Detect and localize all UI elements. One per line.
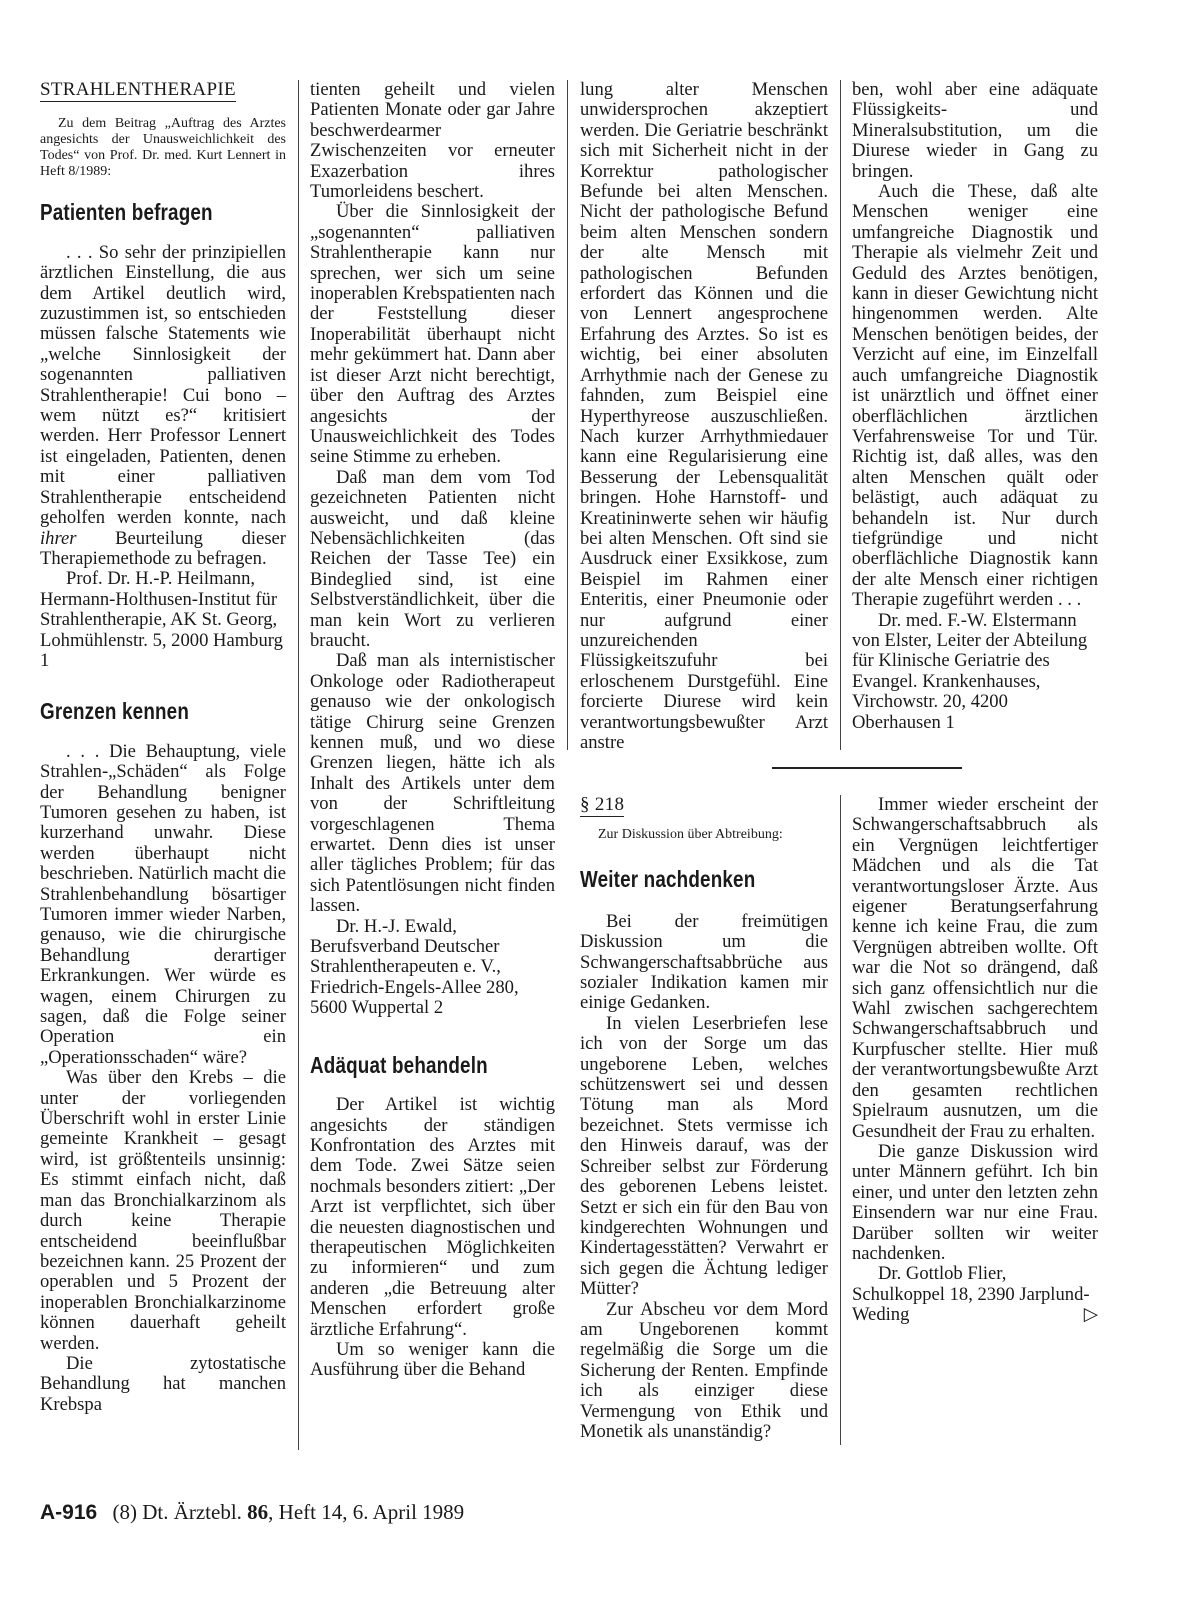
letter1-body-emphasis: ihrer [40, 527, 77, 549]
letter4-signature-text: Dr. Gottlob Flier, Schulkoppel 18, 2390 Jarplund-Weding [852, 1263, 1090, 1326]
column-divider-4 [840, 795, 841, 1445]
column-divider-1 [298, 80, 299, 1450]
page-footer [40, 1500, 464, 1525]
headline-patienten-befragen: Patienten befragen [40, 199, 213, 226]
letter2-paragraph-6: Daß man als internistischer Onkologe oder Radiotherapeut genauso wie der onkologisch tätige Chirurg seine Grenzen kennen muß, und wo diese Grenzen liegen, hätte ich als Inhalt des Artikels unter dem von der Schriftleitung vorgeschlagenen Thema erwartet. Denn dies ist unser aller tägliches Problem; für das sich Patentlösungen nicht finden lassen. [310, 650, 555, 917]
letter4-paragraph-1: Bei der freimütigen Diskussion um die Schwangerschaftsabbrüche aus sozialer Indikation kamen mir einige Gedanken. [580, 910, 828, 1014]
column-3-bottom [580, 795, 828, 1442]
letter3-signature: Dr. med. F.-W. Elstermann von Elster, Leiter der Abteilung für Klinische Geriatrie des Evangel. Krankenhauses, Virchowstr. 20, 4200 Oberhausen 1 [852, 609, 1088, 733]
column-4-top [852, 80, 1098, 733]
letter4-paragraph-2: In vielen Leserbriefen lese ich von der Sorge um das ungeborene Leben, welches schützenswert sei und dessen Tötung man als Mord bezeichnet. Stets vermisse ich den Hinweis darauf, was der Schreiber selbst zur Förderung des geborenen Lebens leistet. Setzt er sich ein für den Bau von kindgerechten Wohnungen und Kindertagesstätten? Verwahrt er sich gegen die Ächtung lediger Mütter? [580, 1012, 828, 1300]
letter1-signature: Prof. Dr. H.-P. Heilmann, Hermann-Holthusen-Institut für Strahlentherapie, AK St. Georg, Lohmühlenstr. 5, 2000 Hamburg 1 [40, 568, 283, 671]
section-label-218: § 218 [580, 795, 624, 817]
letter2-paragraph-5: Daß man dem vom Tod gezeichneten Patienten nicht ausweicht, und daß kleine Nebensächlichkeiten (das Reichen der Tasse Tee) ein Bindeglied sind, ist eine Selbstverständlichkeit, über die man kein Wort zu verlieren braucht. [310, 466, 555, 651]
column-3-top [580, 80, 828, 753]
horizontal-rule [772, 767, 962, 769]
letter1-body-end: Beurteilung dieser Therapiemethode zu befragen. [40, 527, 286, 569]
letter2-signature: Dr. H.-J. Ewald, Berufsverband Deutscher Strahlentherapeuten e. V., Friedrich-Engels-Allee 280, 5600 Wuppertal 2 [310, 915, 519, 1019]
letter2-paragraph-2: Was über den Krebs – die unter der vorliegenden Überschrift wohl in erster Linie gemeinte Krankheit – gesagt wird, ist größtenteils unsinnig: Es stimmt einfach nicht, daß man das Bronchialkarzinom als durch keine Therapie entscheidend beeinflußbar bezeichnen kann. 25 Prozent der operablen und 5 Prozent der inoperablen Bronchialkarzinome können dauerhaft geheilt werden. [40, 1067, 286, 1354]
letter2-paragraph-3b: tienten geheilt und vielen Patienten Monate oder gar Jahre beschwerdearmer Zwischenzeiten vor erneuter Exazerbation ihres Tumorleidens beschert. [310, 79, 555, 203]
column-4-bottom [852, 795, 1098, 1326]
letter1-body [40, 243, 286, 570]
letter3-paragraph-3: Auch die These, daß alte Menschen weniger eine umfangreiche Diagnostik und Therapie als vielmehr Zeit und Geduld des Arztes benötigen, kann in dieser Gewichtung nicht hingenommen werden. Alte Menschen benötigen beides, der Verzicht auf eine, im Einzelfall auch umfangreiche Diagnostik ist unärztlich und öffnet einer oberflächlichen ärztlichen Verfahrensweise Tor und Tür. Richtig ist, daß alles, was den alten Menschen quält oder belästigt, auch adäquat zu behandeln ist. Nur durch tiefgründige und nicht oberflächliche Diagnostik kann der alte Mensch einer richtigen Therapie zugeführt werden . . . [852, 181, 1098, 611]
column-2 [310, 80, 555, 1381]
headline-grenzen-kennen: Grenzen kennen [40, 698, 190, 725]
column-1 [40, 80, 286, 1415]
letter1-body-text: . . . So sehr der prinzipiellen ärztlichen Einstellung, die aus dem Artikel deutlich wird, zuzustimmen ist, so entschieden müssen falsche Statements wie „welche Sinnlosigkeit der sogenannten palliativen Strahlentherapie! Cui bono – wem nützt es?“ kritisiert werden. Herr Professor Lennert ist eingeladen, Patienten, denen mit einer palliativen Strahlentherapie entscheidend geholfen werden konnte, nach [40, 241, 286, 529]
letter3-paragraph-2b: lung alter Menschen unwidersprochen akzeptiert werden. Die Geriatrie beschränkt sich mit Sicherheit nicht in der Korrektur pathologischer Befunde bei alten Menschen. Nicht der pathologische Befund beim alten Menschen sondern der alte Mensch mit pathologischen Befunden erfordert das Können und die von Lennert angesprochene Erfahrung des Arztes. So ist es wichtig, bei einer absoluten Arrhythmie nach der Genese zu fahnden, zum Beispiel eine Hyperthyreose auszuschließen. Nach kurzer Arrhythmiedauer kann eine Regularisierung eine Besserung der Lebensqualität bringen. Hohe Harnstoff- und Kreatininwerte sehen wir häufig bei alten Menschen. Oft sind sie Ausdruck einer Exsikkose, zum Beispiel im Rahmen einer Enteritis, einer Pneumonie oder nur aufgrund einer unzureichenden Flüssigkeitszufuhr bei erloschenem Durstgefühl. Eine forcierte Diurese wird kein verantwortungsbewußter Arzt anstre [580, 79, 828, 753]
letter2-paragraph-3a: Die zytostatische Behandlung hat manchen Krebspa [40, 1352, 286, 1415]
footer-volume: 86 [247, 1500, 269, 1524]
page-number: A-916 [40, 1501, 98, 1524]
letter4-paragraph-3: Zur Abscheu vor dem Mord am Ungeborenen kommt regelmäßig die Sorge um die Sicherung der Renten. Empfinde ich als einziger diese Vermengung von Ethik und Monetik als unanständig? [580, 1298, 828, 1442]
column-divider-2 [567, 80, 568, 750]
letter3-paragraph-2a: Um so weniger kann die Ausführung über die Behand [310, 1338, 555, 1381]
footer-citation-a: (8) Dt. Ärztebl. [112, 1500, 248, 1524]
headline-weiter-nachdenken: Weiter nachdenken [580, 866, 756, 893]
letter4-paragraph-4: Immer wieder erscheint der Schwangerschaftsabbruch als ein Vergnügen leichtfertiger Mädchen und als die Tat verantwortungsloser Ärzte. Aus eigener Beratungserfahrung kenne ich keine Frau, die zum Vergnügen abtreiben wollte. Oft war die Not so drängend, daß sich ganz offensichtlich nur die Wahl zwischen sachgerechtem Schwangerschaftsabbruch und Kurpfuscher stellte. Hier muß der verantwortungsbewußte Arzt den gesamten rechtlichen Spielraum ausnutzen, um die Gesundheit der Frau zu erhalten. [852, 794, 1098, 1142]
letter3-paragraph-2c: ben, wohl aber eine adäquate Flüssigkeits- und Mineralsubstitution, um die Diurese wieder in Gang zu bringen. [852, 79, 1098, 182]
letter4-signature [852, 1264, 1098, 1325]
letter2-paragraph-4: Über die Sinnlosigkeit der „sogenannten“ palliativen Strahlentherapie kann nur sprechen, wer sich um seine inoperablen Krebspatienten nach der Feststellung dieser Inoperabilität überhaupt nicht mehr gekümmert hat. Dann aber ist dieser Arzt nicht berechtigt, über den Auftrag des Arztes angesichts der Unausweichlichkeit des Todes seine Stimme zu erheben. [310, 201, 555, 468]
continue-arrow-icon: ▷ [1083, 1304, 1098, 1326]
section-intro-218: Zur Diskussion über Abtreibung: [598, 827, 783, 843]
headline-adaequat-behandeln: Adäquat behandeln [310, 1051, 488, 1078]
footer-citation-b: , Heft 14, 6. April 1989 [268, 1500, 465, 1524]
section-label: STRAHLENTHERAPIE [40, 80, 236, 102]
column-divider-3 [840, 80, 841, 750]
letter3-paragraph-1: Der Artikel ist wichtig angesichts der ständigen Konfrontation des Arztes mit dem Tode. Zwei Sätze seien nochmals besonders zitiert: „Der Arzt ist verpflichtet, sich über die neuesten diagnostischen und therapeutischen Möglichkeiten zu informieren“ und zum anderen „die Betreuung alter Menschen erfordert große ärztliche Erfahrung“. [310, 1094, 555, 1340]
letter4-paragraph-5: Die ganze Diskussion wird unter Männern geführt. Ich bin einer, und unter den letzten zehn Einsendern war nur eine Frau. Darüber sollten wir weiter nachdenken. [852, 1140, 1098, 1264]
section-intro: Zu dem Beitrag „Auftrag des Arztes angesichts der Unausweichlichkeit des Todes“ von Prof. Dr. med. Kurt Lennert in Heft 8/1989: [40, 116, 286, 180]
letter2-paragraph-1: . . . Die Behauptung, viele Strahlen-„Schäden“ als Folge der Behandlung benigner Tumoren gesehen zu haben, ist kurzerhand unwahr. Diese werden überhaupt nicht beschrieben. Natürlich macht die Strahlenbehandlung bösartiger Tumoren immer wieder Narben, genauso, wie die chirurgische Behandlung derartiger Erkrankungen. Wer würde es wagen, einem Chirurgen zu sagen, daß die Folge seiner Operation ein „Operationsschaden“ wäre? [40, 740, 286, 1068]
